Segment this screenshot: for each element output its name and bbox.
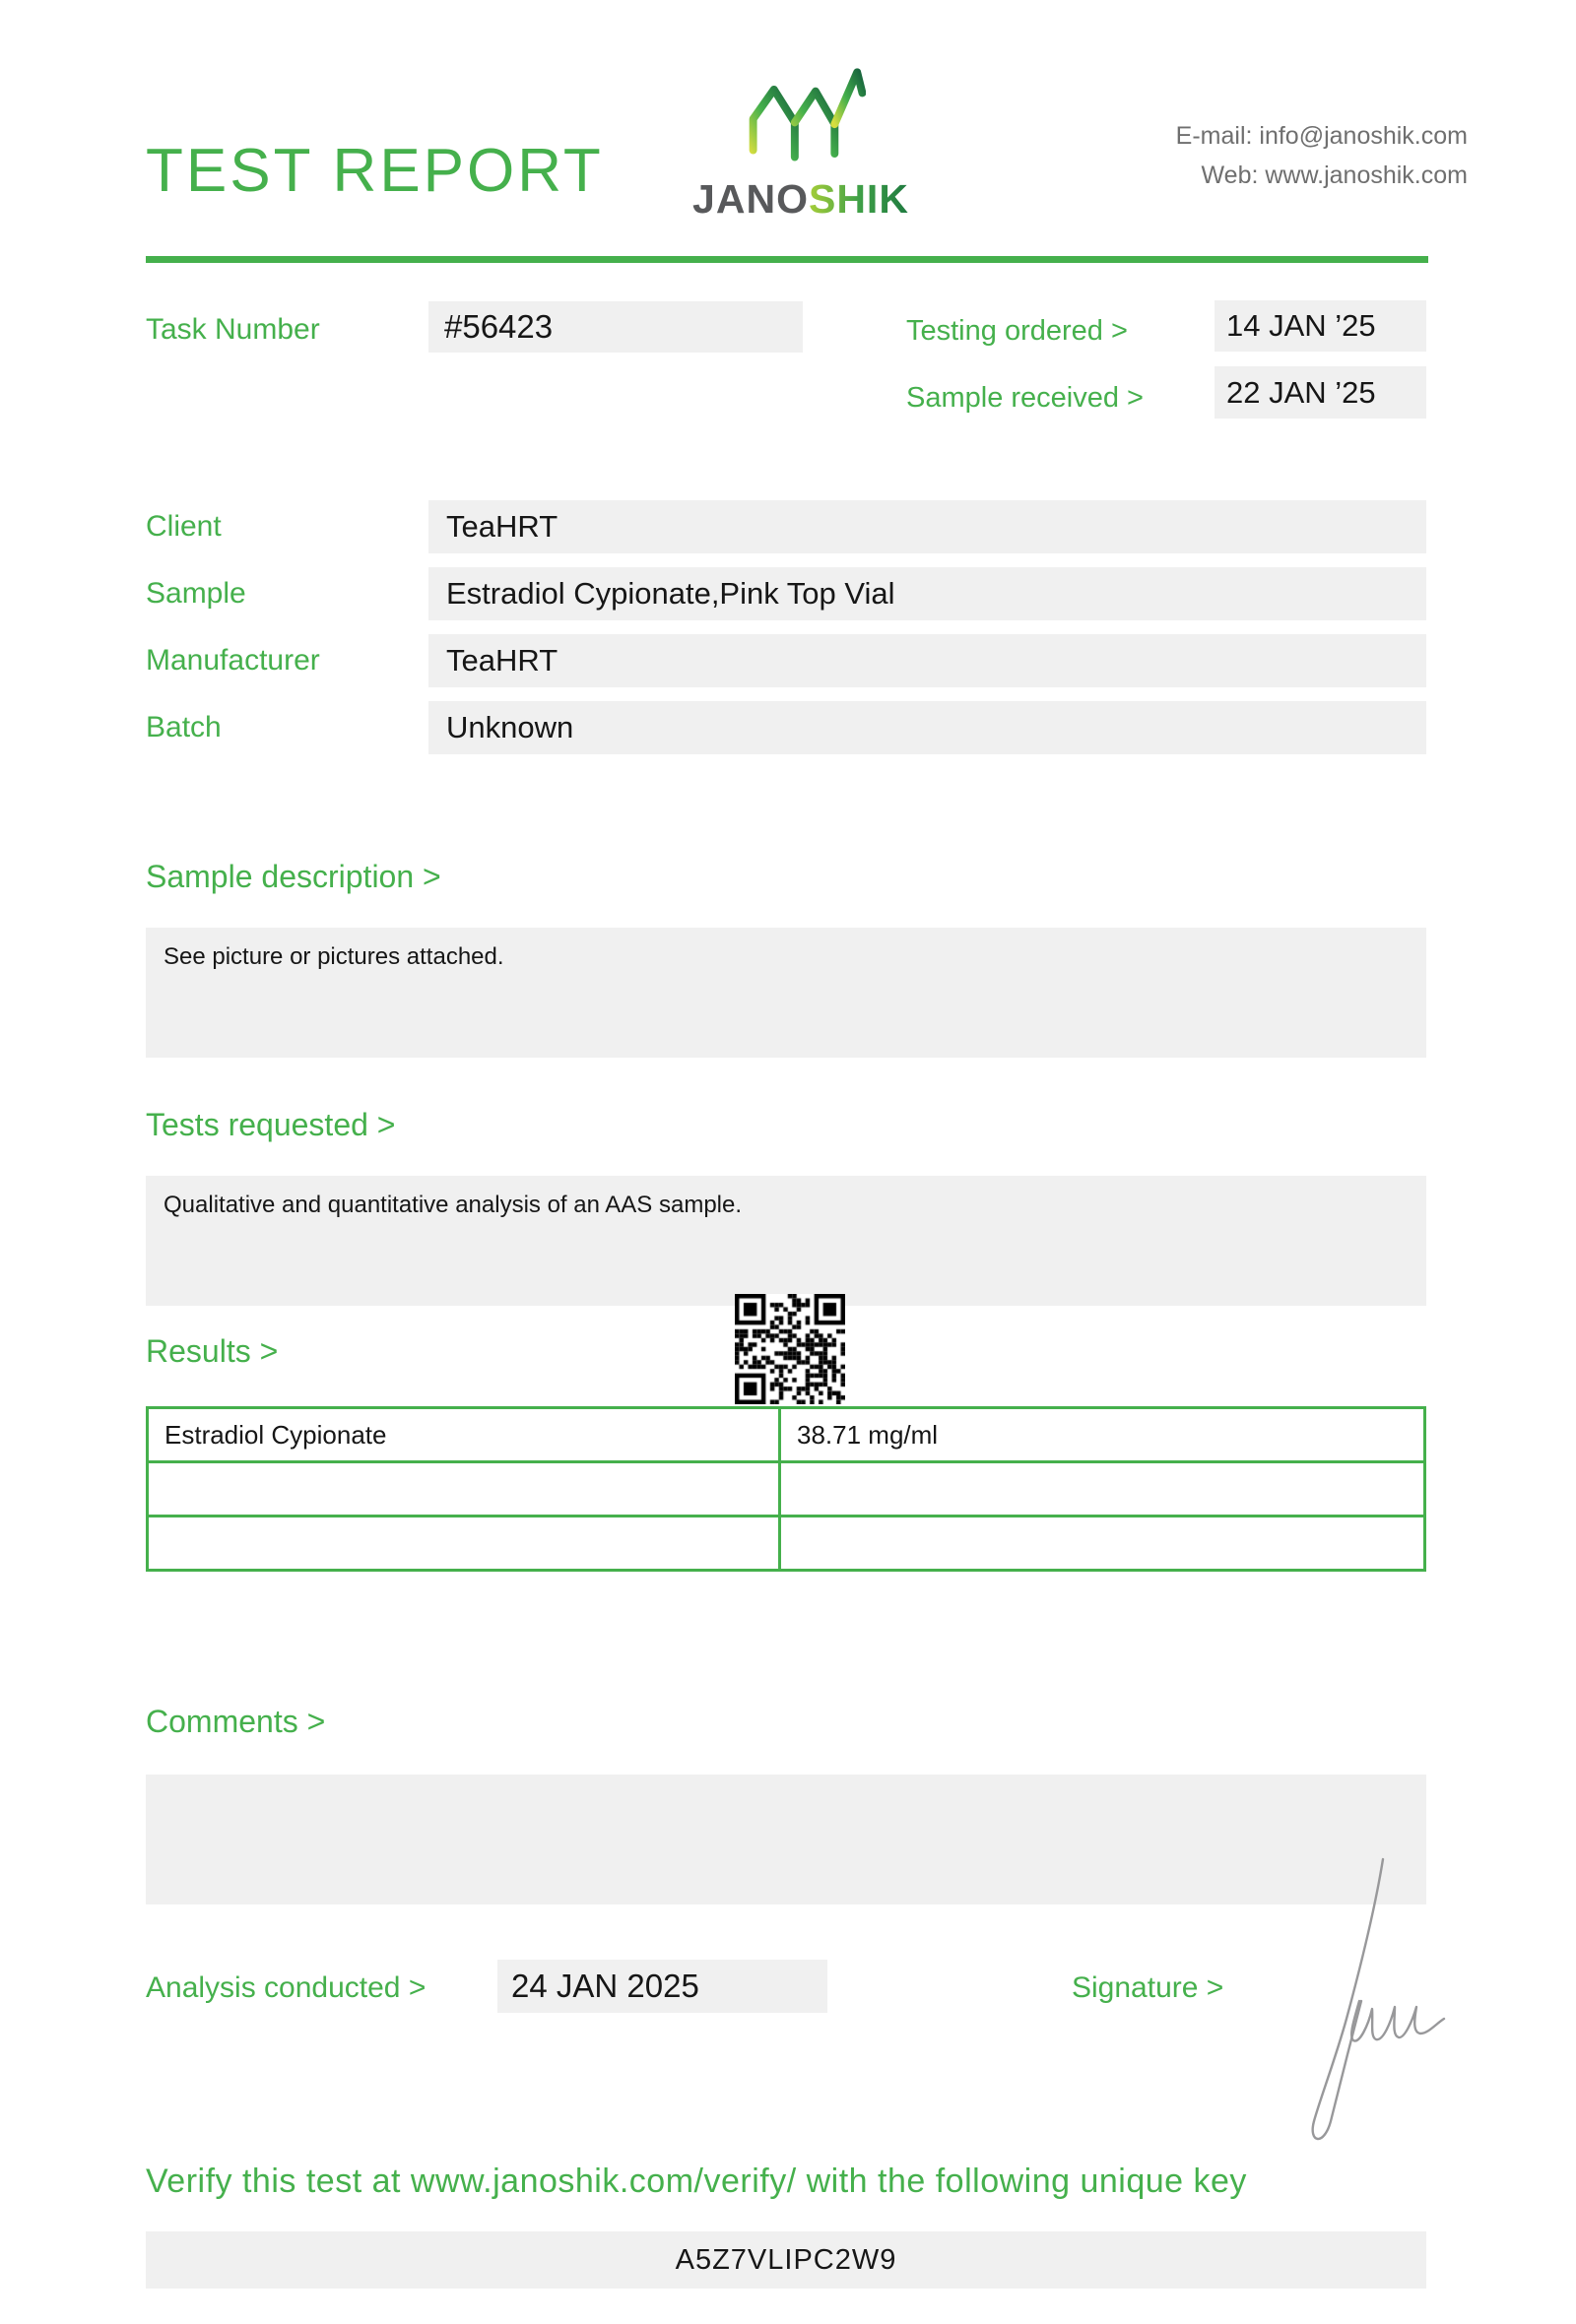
signature — [1280, 1851, 1448, 2157]
sample-label: Sample — [146, 577, 246, 610]
sample-description-box: See picture or pictures attached. — [146, 928, 1426, 1058]
header-divider — [146, 256, 1428, 263]
sample-value: Estradiol Cypionate,Pink Top Vial — [428, 567, 1426, 620]
result-substance: Estradiol Cypionate — [148, 1408, 780, 1462]
results-row-3 — [148, 1517, 1425, 1571]
task-number-value: #56423 — [428, 301, 803, 353]
sample-description-heading: Sample description > — [146, 859, 441, 894]
sample-received-value: 22 JAN ’25 — [1215, 366, 1426, 419]
manufacturer-value: TeaHRT — [428, 634, 1426, 687]
contact-block — [1176, 116, 1468, 195]
client-label: Client — [146, 510, 222, 543]
batch-label: Batch — [146, 711, 222, 743]
results-row-1 — [148, 1408, 1425, 1462]
logo-text-shik: SHIK — [808, 176, 909, 222]
growth-chart-logo-icon — [736, 59, 866, 169]
unique-key: A5Z7VLIPC2W9 — [146, 2231, 1426, 2289]
logo-text-jano: JANO — [692, 176, 809, 222]
logo-wordmark — [678, 176, 924, 223]
analysis-conducted-label: Analysis conducted > — [146, 1971, 427, 2004]
results-heading: Results > — [146, 1333, 279, 1369]
tests-requested-box: Qualitative and quantitative analysis of an AAS sample. — [146, 1176, 1426, 1306]
contact-web: Web: www.janoshik.com — [1201, 161, 1468, 189]
results-table — [146, 1406, 1426, 1572]
comments-heading: Comments > — [146, 1704, 326, 1739]
batch-value: Unknown — [428, 701, 1426, 754]
results-row-2 — [148, 1462, 1425, 1517]
analysis-conducted-value: 24 JAN 2025 — [497, 1960, 827, 2013]
testing-ordered-label: Testing ordered > — [906, 315, 1128, 347]
result-concentration: 38.71 mg/ml — [780, 1408, 1425, 1462]
testing-ordered-value: 14 JAN ’25 — [1215, 300, 1426, 352]
client-value: TeaHRT — [428, 500, 1426, 553]
contact-email: E-mail: info@janoshik.com — [1175, 122, 1468, 150]
page-title: TEST REPORT — [146, 137, 604, 205]
manufacturer-label: Manufacturer — [146, 644, 320, 677]
qr-code-canvas — [735, 1294, 845, 1404]
signature-label: Signature > — [1072, 1971, 1224, 2004]
signature-scribble — [1280, 1851, 1448, 2157]
qr-code — [735, 1294, 845, 1404]
comments-box — [146, 1775, 1426, 1904]
task-number-label: Task Number — [146, 313, 320, 346]
sample-received-label: Sample received > — [906, 382, 1144, 414]
tests-requested-heading: Tests requested > — [146, 1107, 396, 1142]
verify-instruction: Verify this test at www.janoshik.com/verify/ with the following unique key — [146, 2163, 1247, 2200]
janoshik-logo — [678, 59, 924, 223]
